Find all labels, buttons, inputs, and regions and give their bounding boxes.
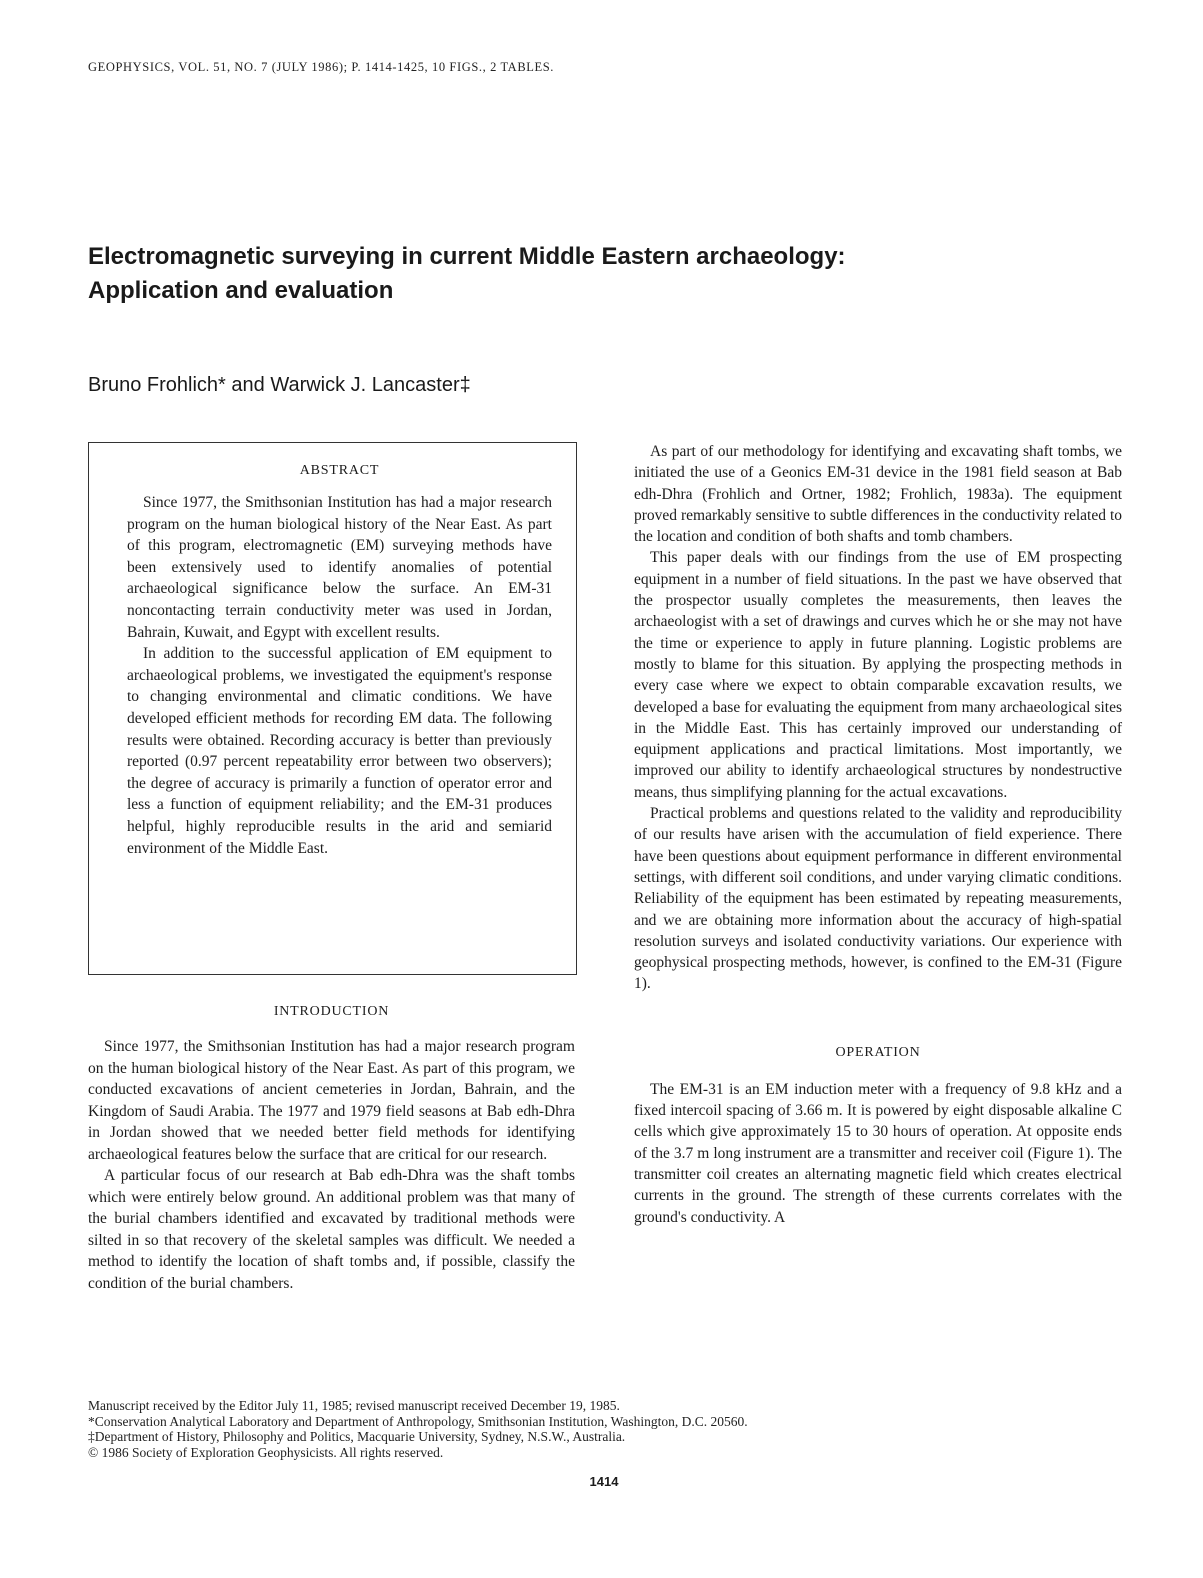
footnote-author-1: *Conservation Analytical Laboratory and Department of Anthropology, Smithsonian Institution, Washington, D.C. 20560. (88, 1413, 748, 1429)
body-paragraph: Practical problems and questions related to the validity and reproducibility of our results have arisen with the accumulation of field experience. There have been questions about equipment performance in different environmental settings, with different soil conditions, and under varying climatic conditions. Reliability of the equipment has been estimated by repeating measurements, and we are obtaining more information about the accuracy of high-spatial resolution surveys and isolated conductivity variations. Our experience with geophysical prospecting methods, however, is confined to the EM-31 (Figure 1). (634, 805, 1122, 993)
footnote-manuscript: Manuscript received by the Editor July 11, 1985; revised manuscript received December 19, 1985. (88, 1398, 620, 1413)
abstract-paragraph: Since 1977, the Smithsonian Institution has had a major research program on the human biological history of the Near East. As part of this program, electromagnetic (EM) surveying methods have been extensively used to identify anomalies of potential archaeological significance below the surface. An EM-31 noncontacting terrain conductivity meter was used in Jordan, Bahrain, Kuwait, and Egypt with excellent results. (127, 494, 552, 641)
body-paragraph: This paper deals with our findings from the use of EM prospecting equipment in a number of field situations. In the past we have observed that the prospector usually completes the measurements, then leaves the archaeologist with a set of drawings and curves which he or she may not have the time or experience to apply in future planning. Logistic problems are mostly to blame for this situation. By applying the prospecting methods in every case where we expect to obtain comparable excavation results, we developed a base for evaluating the equipment from many archaeological sites in the Middle East. This has certainly improved our understanding of equipment applications and practical limitations. Most importantly, we improved our ability to identify archaeological structures by nondestructive means, thus simplifying planning for the actual excavations. (634, 549, 1122, 801)
operation-heading: OPERATION (835, 1044, 921, 1060)
paper-title (88, 240, 1098, 308)
journal-header: GEOPHYSICS, VOL. 51, NO. 7 (JULY 1986); P. 1414-1425, 10 FIGS., 2 TABLES. (88, 60, 554, 74)
introduction-paragraph: Since 1977, the Smithsonian Institution has had a major research program on the human biological history of the Near East. As part of this program, we conducted excavations of ancient cemeteries in Jordan, Bahrain, and the Kingdom of Saudi Arabia. The 1977 and 1979 field seasons at Bab edh-Dhra in Jordan showed that we needed better field methods for identifying archaeological features below the surface that are critical for our research. (88, 1038, 575, 1163)
introduction-section (88, 1004, 575, 1294)
body-paragraph: As part of our methodology for identifying and excavating shaft tombs, we initiated the use of a Geonics EM-31 device in the 1981 field season at Bab edh-Dhra (Frohlich and Ortner, 1982; Frohlich, 1983a). The equipment proved remarkably sensitive to subtle differences in the conductivity related to the location and condition of both shafts and tomb chambers. (634, 443, 1122, 546)
footnotes (88, 1398, 1118, 1460)
abstract-heading: ABSTRACT (299, 463, 380, 478)
introduction-heading: INTRODUCTION (273, 1004, 390, 1019)
title-line-1: Electromagnetic surveying in current Middle Eastern archaeology: (88, 243, 846, 270)
footnote-author-2: ‡Department of History, Philosophy and Politics, Macquarie University, Sydney, N.S.W., Australia. (88, 1429, 626, 1445)
abstract-paragraph: In addition to the successful application of EM equipment to archaeological problems, we investigated the equipment's response to changing environmental and climatic conditions. We have developed efficient methods for recording EM data. The following results were obtained. Recording accuracy is better than previously reported (0.97 percent repeatability error between two observers); the degree of accuracy is primarily a function of operator error and less a function of equipment reliability; and the EM-31 produces helpful, highly reproducible results in the arid and semiarid environment of the Middle East. (127, 645, 552, 857)
authors: Bruno Frohlich* and Warwick J. Lancaster‡ (88, 374, 471, 396)
right-column (634, 441, 1122, 1228)
title-line-2: Application and evaluation (88, 277, 394, 304)
page-number: 1414 (589, 1474, 619, 1489)
footnote-copyright: © 1986 Society of Exploration Geophysicists. All rights reserved. (88, 1444, 444, 1460)
abstract-box (88, 442, 577, 975)
introduction-paragraph: A particular focus of our research at Bab edh-Dhra was the shaft tombs which were entirely below ground. An additional problem was that many of the burial chambers identified and excavated by traditional methods were silted in so that recovery of the skeletal samples was difficult. We needed a method to identify the location of shaft tombs and, if possible, classify the condition of the burial chambers. (88, 1167, 575, 1292)
operation-paragraph: The EM-31 is an EM induction meter with a frequency of 9.8 kHz and a fixed intercoil spacing of 3.66 m. It is powered by eight disposable alkaline C cells which give approximately 15 to 30 hours of operation. At opposite ends of the 3.7 m long instrument are a transmitter and receiver coil (Figure 1). The transmitter coil creates an alternating magnetic field which creates electrical currents in the ground. The strength of these currents correlates with the ground's conductivity. A (634, 1080, 1122, 1226)
